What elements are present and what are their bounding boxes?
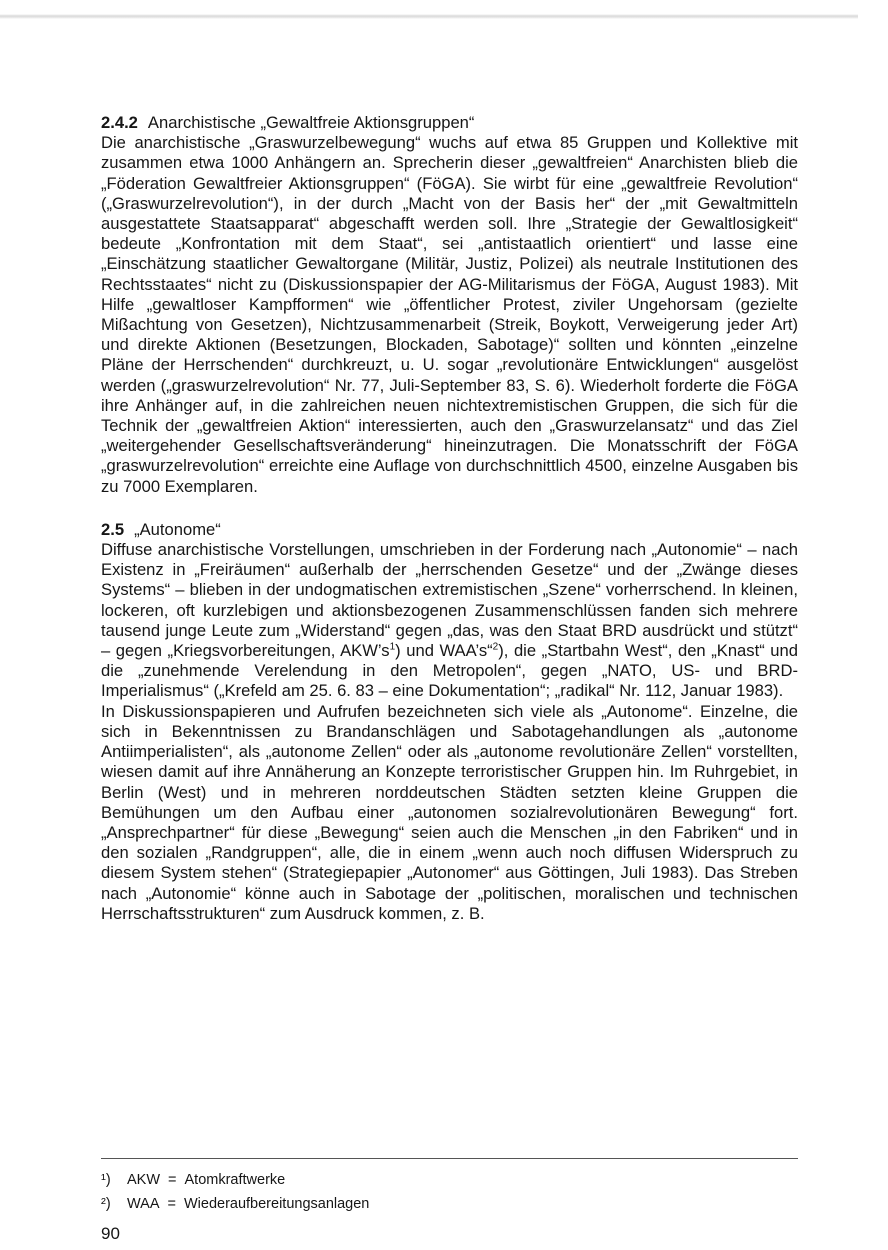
page-number: 90 [101, 1224, 120, 1243]
footnote-definition: Atomkraftwerke [184, 1172, 286, 1188]
section-paragraph [101, 540, 798, 702]
footnote [101, 1168, 798, 1192]
footnote-definition: Wiederaufbereitungsanlagen [183, 1196, 370, 1212]
footnote-term: WAA [127, 1196, 160, 1212]
paragraph-text: ) und WAA’s“ [395, 641, 493, 661]
scan-top-edge [0, 14, 858, 19]
section-paragraph: In Diskussionspapieren und Aufrufen bezeichneten sich viele als „Autonome“. Einzelne, die sich in Bekenntnissen zu Brandanschlägen und Sabotagehandlungen als „autonome Antiimperialisten“, als „autonome Zellen“ oder als „autonome revolutionäre Zellen“ vorstellten, wiesen damit auf ihre Annäherung an Konzepte terroristischer Gruppen hin. Im Ruhrgebiet, in Berlin (West) und in mehreren norddeutschen Städten setzten kleine Gruppen die Bemühungen um den Aufbau einer „autonomen sozialrevolutionären Bewegung“ fort. „Ansprechpartner“ für diese „Bewegung“ seien auch die Menschen „in den Fabriken“ und in den sozialen „Randgruppen“, alle, die in einem „wenn auch noch diffusen Widerspruch zu diesem System stehen“ (Strategiepapier „Autonomer“ aus Göttingen, Juli 1983). Das Streben nach „Autonomie“ könne auch in Sabotage der „politischen, moralischen und technischen Herrschaftsstrukturen“ zum Ausdruck kommen, z. B. [101, 701, 798, 923]
footnote-ref: 1 [389, 641, 396, 653]
section-title: Anarchistische „Gewaltfreie Aktionsgruppen“ [147, 113, 475, 132]
footnotes [101, 1158, 798, 1216]
section-number: 2.4.2 [101, 113, 138, 132]
footnote-equals: = [167, 1196, 176, 1212]
footnote-mark: ¹) [101, 1172, 111, 1188]
section-title: „Autonome“ [134, 519, 221, 539]
page-body [101, 113, 798, 924]
paragraph-text: Diffuse anarchistische Vorstellungen, umschrieben in der Forderung nach „Autonomie“ – nach Existenz in „Freiräumen“ außerhalb der „herrschenden Gesetze“ und der „Zwänge dieses Systems“ – blieben in der undogmatischen extremistischen „Szene“ vorherrschend. In kleinen, lockeren, oft kurzlebigen und aktionsbezogenen Zusammenschlüssen fanden sich mehrere tausend junge Leute zum „Widerstand“ gegen „das, was den Staat BRD ausdrückt und stützt“ – gegen „Kriegsvorbereitungen, AKW’s [101, 540, 798, 661]
footnote-ref: 2 [492, 641, 499, 653]
section-paragraph: Die anarchistische „Graswurzelbewegung“ wuchs auf etwa 85 Gruppen und Kollektive mit zusammen etwa 1000 Anhängern an. Sprecherin dieser „gewaltfreien“ Anarchisten blieb die „Föderation Gewaltfreier Aktionsgruppen“ (FöGA). Sie wirbt für eine „gewaltfreie Revolution“ („Graswurzelrevolution“), in der durch „Macht von der Basis her“ der „mit Gewaltmitteln ausgestattete Staatsapparat“ abgeschafft werden soll. Ihre „Strategie der Gewaltlosigkeit“ bedeute „Konfrontation mit dem Staat“, sei „antistaatlich orientiert“ und lasse eine „Einschätzung staatlicher Gewaltorgane (Militär, Justiz, Polizei) als neutrale Institutionen des Rechtsstaates“ nicht zu (Diskussionspapier der AG-Militarismus der FöGA, August 1983). Mit Hilfe „gewaltloser Kampfformen“ wie „öffentlicher Protest, ziviler Ungehorsam (gezielte Mißachtung von Gesetzen), Nichtzusammenarbeit (Streik, Boykott, Verweigerung jeder Art) und direkte Aktionen (Besetzungen, Blockaden, Sabotage)“ sollten und könnten „einzelne Pläne der Herrschenden“ durchkreuzt, u. U. sogar „revolutionäre Entwicklungen“ ausgelöst werden („graswurzelrevolution“ Nr. 77, Juli-September 83, S. 6). Wiederholt forderte die FöGA ihre Anhänger auf, in die zahlreichen neuen nichtextremistischen Gruppen, die sich für die Technik der „gewaltfreien Aktion“ interessierten, auch den „Graswurzelansatz“ und das Ziel „weitergehender Gesellschaftsveränderung“ hineinzutragen. Die Monatsschrift der FöGA „graswurzelrevolution“ erreichte eine Auflage von durchschnittlich 4500, einzelne Ausgaben bis zu 7000 Exemplaren. [101, 133, 798, 496]
footnote [101, 1192, 798, 1216]
footnote-mark: ²) [101, 1196, 111, 1212]
section-heading-2-4-2 [101, 113, 798, 133]
footnote-term: AKW [127, 1172, 161, 1188]
paragraph-text: ), die „Startbahn West“, den „Knast“ und die „zunehmende Verelendung in den Metropolen“, gegen „NATO, US- und BRD-Imperialismus“ („Krefeld am 25. 6. 83 – eine Dokumentation“; „radikal“ Nr. 112, Januar 1983). [101, 641, 798, 701]
footnote-equals: = [168, 1172, 177, 1188]
section-number: 2.5 [101, 519, 125, 539]
section-heading-2-5 [101, 520, 798, 540]
